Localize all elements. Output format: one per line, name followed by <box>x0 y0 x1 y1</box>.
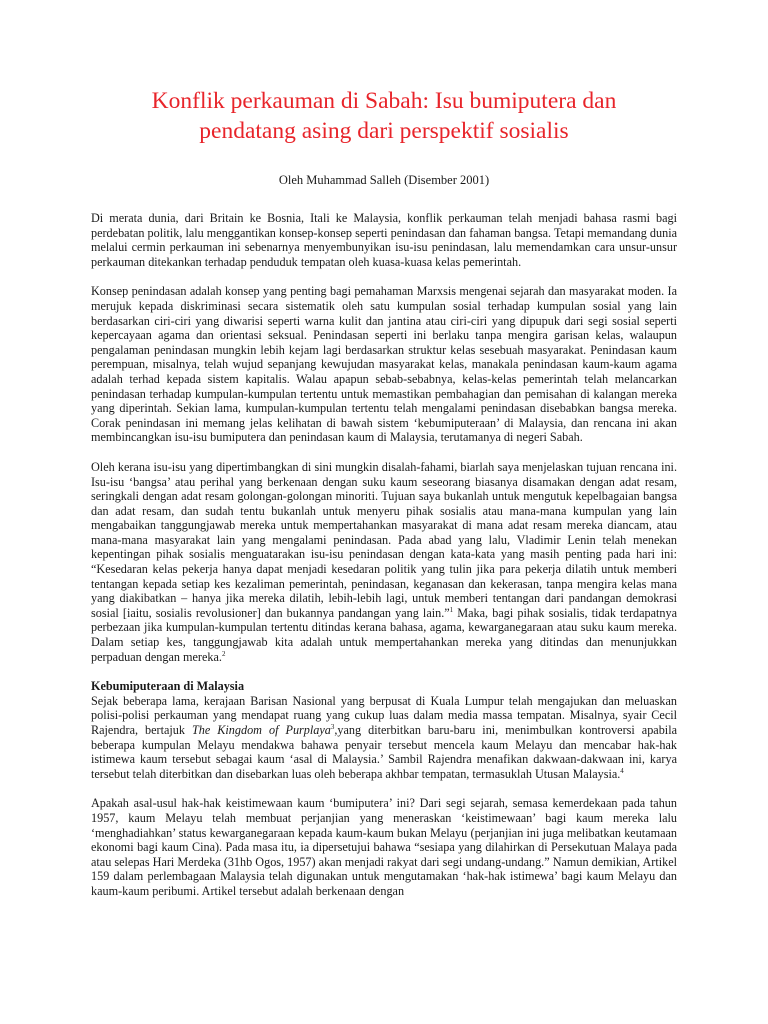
paragraph-2: Konsep penindasan adalah konsep yang penting bagi pemahaman Marxsis mengenai sejarah dan masyarakat moden. Ia merujuk kepada diskriminasi secara sistematik oleh satu kumpulan sosial terhadap kumpulan sosial yang lain berdasarkan ciri-ciri yang diwarisi seperti warna kulit dan jantina atau ciri-ciri yang dipupuk dari segi sosial seperti kepercayaan agama dan orientasi seksual. Penindasan seperti ini berlaku tanpa mengira garisan kelas, walaupun pengalaman penindasan mungkin lebih kejam lagi berdasarkan struktur kelas sesebuah masyarakat. Penindasan kaum perempuan, misalnya, telah wujud sepanjang kewujudan masyarakat kelas, manakala penindasan kaum-kaum agama adalah terhad kepada sistem kapitalis. Walau apapun sebab-sebabnya, kelas-kelas pemerintah telah melancarkan penindasan terhadap kumpulan-kumpulan tertentu untuk memastikan pembahagian dan pemisahan di kalangan mereka yang diperintah. Sekian lama, kumpulan-kumpulan tertentu telah mengalami penindasan disebabkan bangsa mereka. Corak penindasan ini memang jelas kelihatan di bawah sistem ‘kebumiputeraan’ di Malaysia, dan rencana ini akan membincangkan isu-isu bumiputera dan penindasan kaum di Malaysia, terutamanya di negeri Sabah. <box>91 284 677 445</box>
document-title <box>90 86 678 146</box>
paragraph-4-continuation: ,yang diterbitkan baru-baru ini, menimbulkan kontroversi apabila beberapa kumpulan Melayu mendakwa bahawa penyair tersebut mencela kaum Melayu dan mencabar hak-hak istimewa kaum tersebut sebagai kaum ‘asal di Malaysia.’ Sambil Rajendra menafikan dakwaan-dakwaan ini, karya tersebut telah diterbitkan dan disebarkan luas oleh beberapa akhbar tempatan, termasuklah Utusan Malaysia. <box>91 723 677 781</box>
paragraph-4-text: Sejak beberapa lama, kerajaan Barisan Nasional yang berpusat di Kuala Lumpur telah mengajukan dan meluaskan polisi-polisi perkauman yang mendapat ruang yang cukup luas dalam media massa tempatan. Misalnya, syair Cecil Rajendra, bertajuk <box>91 693 677 737</box>
paragraph-4 <box>91 694 677 782</box>
byline: Oleh Muhammad Salleh (Disember 2001) <box>278 173 490 187</box>
paragraph-3-text: Oleh kerana isu-isu yang dipertimbangkan di sini mungkin disalah-fahami, biarlah saya menjelaskan tujuan rencana ini. Isu-isu ‘bangsa’ atau perihal yang berkenaan dengan suku kaum seseorang biasanya disamakan dengan adat resam, seringkali dengan adat resam golongan-golongan minoriti. Tujuan saya bukanlah untuk mengutuk kepelbagaian bangsa dan adat resam, dan sudah tentu bukanlah untuk menyeru pihak sosialis atau mana-mana kumpulan yang lain mengabaikan tanggungjawab mereka untuk mempertahankan masyarakat di mana adat resam mereka diancam, atau mana-mana masyarakat lain yang mengalami penindasan. Pada abad yang lalu, Vladimir Lenin telah menekan kepentingan pihak sosialis menguatarakan isu-isu penindasan dengan kata-kata yang masih penting pada hari ini: “Kesedaran kelas pekerja hanya dapat menjadi kesedaran politik yang tulin jika para pekerja dilatih untuk memberi tentangan kepada setiap kes kezaliman pemerintah, penindasan, keganasan dan kekerasan, tanpa mengira kelas mana yang diakibatkan – hanya jika mereka dilatih, lebih-lebih lagi, untuk memberi tentangan dari pandangan demokrasi sosial [iaitu, sosialis revolusioner] dan bukannya pandangan yang lain.” <box>91 459 677 620</box>
footnote-3-marker[interactable]: 3 <box>330 722 335 731</box>
paragraph-5: Apakah asal-usul hak-hak keistimewaan kaum ‘bumiputera’ ini? Dari segi sejarah, semasa kemerdekaan pada tahun 1957, kaum Melayu telah membuat perjanjian yang meneraskan ‘keistimewaan’ bagi kaum mereka lalu ‘menghadiahkan’ status kewarganegaraan kepada kaum-kaum bukan Melayu (perjanjian ini juga melibatkan keutamaan ekonomi bagi kaum Cina). Pada masa itu, ia dipersetujui bahawa “sesiapa yang dilahirkan di Persekutuan Malaya pada atau selepas Hari Merdeka (31hb Ogos, 1957) akan menjadi rakyat dari segi undang-undang.” Namun demikian, Artikel 159 dalam perlembagaan Malaysia telah digunakan untuk mengutamakan ‘hak-hak istimewa’ bagi kaum Melayu dan kaum-kaum peribumi. Artikel tersebut adalah berkenaan dengan <box>91 796 677 898</box>
footnote-1-marker[interactable]: 1 <box>449 605 454 614</box>
footnote-4-marker[interactable]: 4 <box>620 766 624 775</box>
title-line-2: pendatang asing dari perspektif sosialis <box>199 118 569 144</box>
paragraph-1: Di merata dunia, dari Britain ke Bosnia, Itali ke Malaysia, konflik perkauman telah menjadi bahasa rasmi bagi perdebatan politik, lalu menggantikan konsep-konsep seperti penindasan dan fahaman bangsa. Tetapi memandang dunia melalui cermin perkauman ini sebenarnya menyembunyikan isu-isu penindasan, lalu memendamkan cara unsur-unsur perkauman ditekankan terhadap penduduk tempatan oleh kuasa-kuasa kelas pemerintah. <box>91 211 677 269</box>
article-body <box>91 211 677 914</box>
paragraph-3-continuation: Maka, bagi pihak sosialis, tidak terdapatnya perbezaan jika kumpulan-kumpulan tertentu ditindas kerana bahasa, agama, kewarganegaraan atau suku kaum mereka. Dalam setiap kes, tanggungjawab kita adalah untuk mempertahankan mereka yang ditindas dan menunjukkan perpaduan dengan mereka. <box>91 605 677 664</box>
paragraph-3 <box>91 460 677 664</box>
section-heading: Kebumiputeraan di Malaysia <box>91 679 245 694</box>
book-title: The Kingdom of Purplaya <box>192 723 331 737</box>
footnote-2-marker[interactable]: 2 <box>221 649 226 658</box>
title-line-1: Konflik perkauman di Sabah: Isu bumiputera dan <box>151 88 617 114</box>
